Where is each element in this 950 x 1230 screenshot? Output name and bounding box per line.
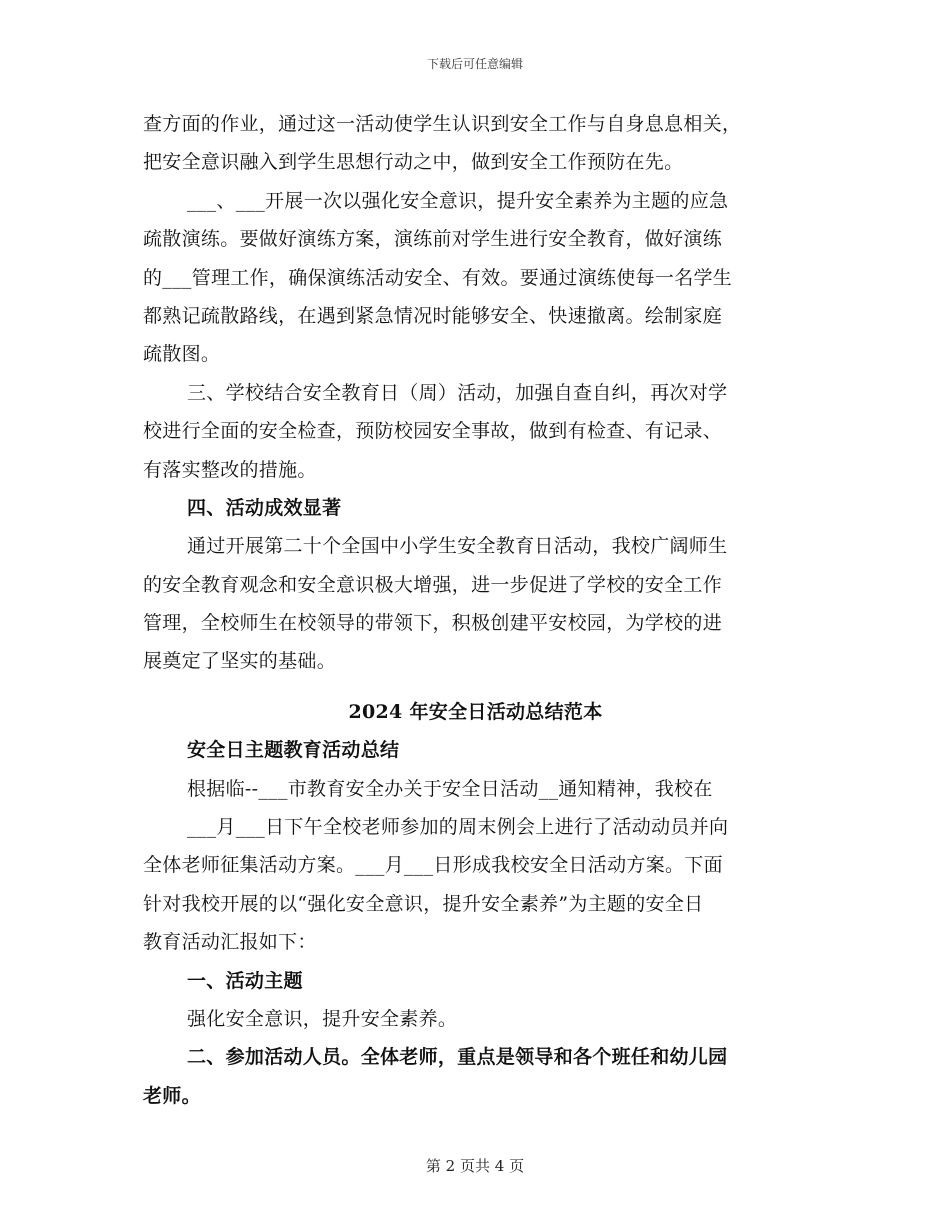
subtitle-heading: 安全日主题教育活动总结	[187, 739, 400, 762]
page-header: 下载后可任意编辑	[426, 57, 523, 71]
body-line: 全体老师征集活动方案。___月___日形成我校安全日活动方案。下面	[143, 854, 723, 877]
document-body	[143, 105, 808, 1115]
section-heading: 四、活动成效显著	[187, 496, 342, 519]
document-title: 2024 年安全日活动总结范本	[348, 700, 603, 723]
body-line: ___月___日下午全校老师参加的周末例会上进行了活动动员并向	[187, 816, 729, 839]
body-line: 的安全教育观念和安全意识极大增强，进一步促进了学校的安全工作	[143, 573, 723, 596]
body-line: 校进行全面的安全检查，预防校园安全事故，做到有检查、有记录、	[143, 420, 723, 443]
body-line: 三、学校结合安全教育日（周）活动，加强自查自纠，再次对学	[187, 381, 728, 404]
body-line: 针对我校开展的以“强化安全意识，提升安全素养”为主题的安全日	[143, 892, 704, 915]
body-line: 有落实整改的措施。	[143, 458, 317, 481]
body-line: 教育活动汇报如下：	[143, 931, 317, 954]
body-line: 把安全意识融入到学生思想行动之中，做到安全工作预防在先。	[143, 151, 684, 174]
body-line: ___、___开展一次以强化安全意识，提升安全素养为主题的应急	[187, 189, 729, 212]
section-heading: 二、参加活动人员。全体老师，重点是领导和各个班任和幼儿园	[187, 1046, 728, 1069]
section-heading: 老师。	[143, 1084, 201, 1107]
body-line: 管理，全校师生在校领导的带领下，积极创建平安校园，为学校的进	[143, 612, 723, 635]
body-line: 疏散图。	[143, 343, 221, 366]
body-line: 展奠定了坚实的基础。	[143, 650, 337, 673]
body-line: 查方面的作业，通过这一活动使学生认识到安全工作与自身息息相关，	[143, 113, 742, 135]
body-line: 疏散演练。要做好演练方案，演练前对学生进行安全教育，做好演练	[143, 228, 723, 251]
body-line: 强化安全意识，提升安全素养。	[187, 1007, 458, 1030]
body-line: 的___管理工作，确保演练活动安全、有效。要通过演练使每一名学生	[143, 266, 733, 289]
body-line: 都熟记疏散路线，在遇到紧急情况时能够安全、快速撤离。绘制家庭	[143, 304, 723, 327]
page-number: 第 2 页共 4 页	[425, 1157, 525, 1175]
body-line: 通过开展第二十个全国中小学生安全教育日活动，我校广阔师生	[187, 535, 728, 558]
body-line: 根据临--___市教育安全办关于安全日活动__通知精神，我校在	[187, 777, 713, 800]
section-heading: 一、活动主题	[187, 969, 303, 992]
